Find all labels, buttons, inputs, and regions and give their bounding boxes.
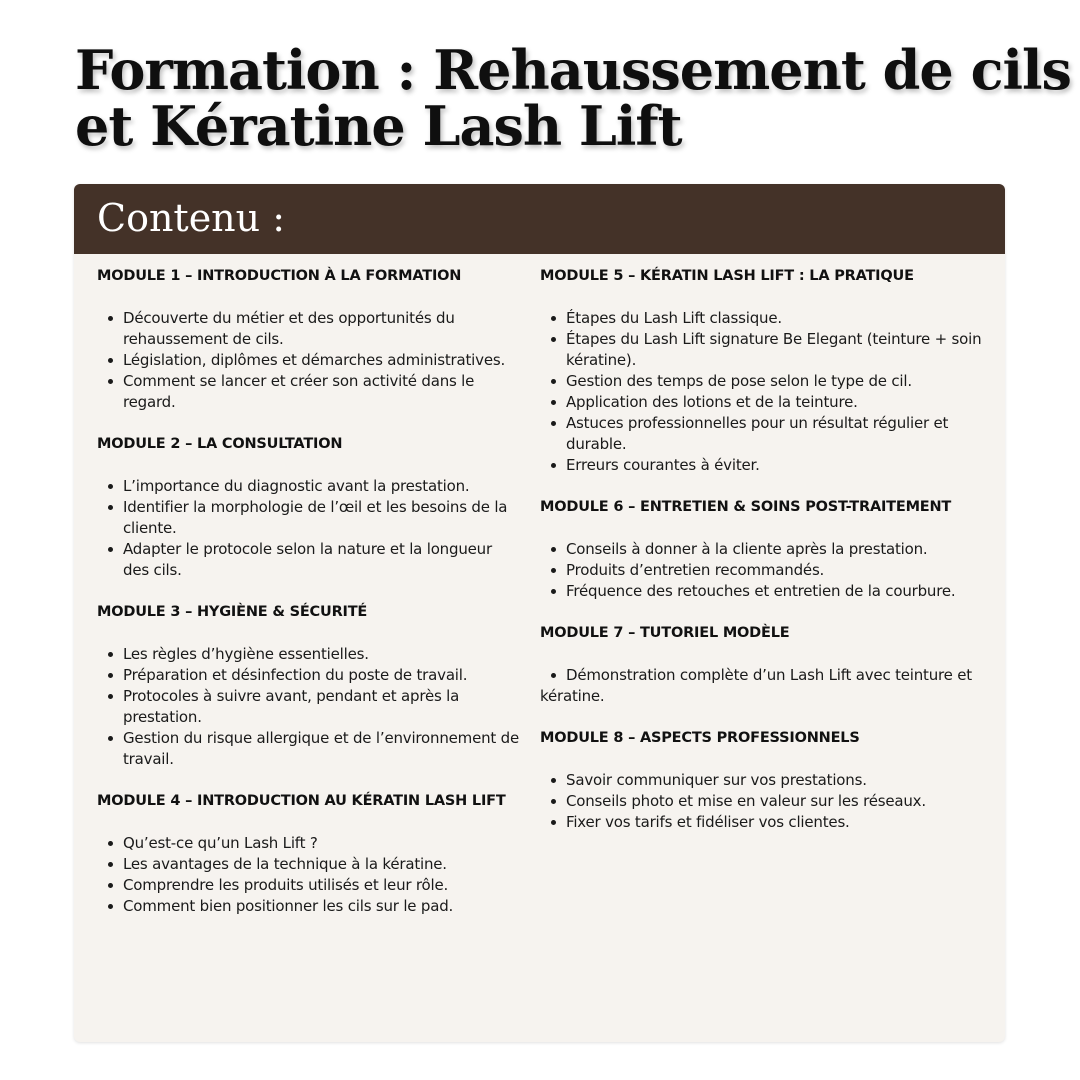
list-item: Qu’est-ce qu’un Lash Lift ? — [97, 833, 522, 854]
list-item: Savoir communiquer sur vos prestations. — [540, 770, 990, 791]
module-1 — [97, 266, 522, 413]
module-list — [97, 644, 522, 770]
list-item: Législation, diplômes et démarches administratives. — [97, 350, 522, 371]
list-item: Découverte du métier et des opportunités du rehaussement de cils. — [97, 308, 522, 350]
list-item: Astuces professionnelles pour un résultat régulier et durable. — [540, 413, 990, 455]
list-item: Comprendre les produits utilisés et leur rôle. — [97, 875, 522, 896]
module-list — [97, 308, 522, 413]
module-list — [540, 308, 990, 476]
list-item: Étapes du Lash Lift classique. — [540, 308, 990, 329]
list-item: Fixer vos tarifs et fidéliser vos clientes. — [540, 812, 990, 833]
content-header-title: Contenu : — [97, 196, 286, 240]
list-item: Fréquence des retouches et entretien de la courbure. — [540, 581, 990, 602]
module-8 — [540, 728, 990, 833]
module-title: MODULE 3 – HYGIÈNE & SÉCURITÉ — [97, 604, 368, 620]
list-item: Comment se lancer et créer son activité dans le regard. — [97, 371, 522, 413]
module-title: MODULE 7 – TUTORIEL MODÈLE — [540, 625, 790, 641]
module-5 — [540, 266, 990, 476]
module-title: MODULE 2 – LA CONSULTATION — [97, 436, 343, 452]
list-item: Gestion du risque allergique et de l’environnement de travail. — [97, 728, 522, 770]
list-item: Adapter le protocole selon la nature et la longueur des cils. — [97, 539, 522, 581]
module-title: MODULE 5 – KÉRATIN LASH LIFT : LA PRATIQUE — [540, 268, 914, 284]
module-title: MODULE 4 – INTRODUCTION AU KÉRATIN LASH LIFT — [97, 793, 506, 809]
content-card — [74, 184, 1005, 1042]
list-item: Comment bien positionner les cils sur le pad. — [97, 896, 522, 917]
module-6 — [540, 497, 990, 602]
content-header — [74, 184, 1005, 254]
page-title-line-2: et Kératine Lash Lift — [75, 94, 682, 158]
list-item: Identifier la morphologie de l’œil et les besoins de la cliente. — [97, 497, 522, 539]
list-item: Application des lotions et de la teinture. — [540, 392, 990, 413]
list-item: Les règles d’hygiène essentielles. — [97, 644, 522, 665]
module-title: MODULE 1 – INTRODUCTION À LA FORMATION — [97, 268, 462, 284]
right-column — [540, 266, 990, 854]
list-item: Produits d’entretien recommandés. — [540, 560, 990, 581]
left-column — [97, 266, 522, 938]
module-title: MODULE 6 – ENTRETIEN & SOINS POST-TRAITEMENT — [540, 499, 952, 515]
module-list — [540, 770, 990, 833]
module-title: MODULE 8 – ASPECTS PROFESSIONNELS — [540, 730, 860, 746]
page-title-line-1: Formation : Rehaussement de cils — [75, 38, 1071, 102]
list-item: Conseils photo et mise en valeur sur les réseaux. — [540, 791, 990, 812]
list-item: Étapes du Lash Lift signature Be Elegant (teinture + soin kératine). — [540, 329, 990, 371]
module-list — [97, 476, 522, 581]
list-item: Conseils à donner à la cliente après la prestation. — [540, 539, 990, 560]
list-item: Gestion des temps de pose selon le type de cil. — [540, 371, 990, 392]
module-list — [97, 833, 522, 917]
list-item: Préparation et désinfection du poste de travail. — [97, 665, 522, 686]
module-3 — [97, 602, 522, 770]
list-item: Protocoles à suivre avant, pendant et après la prestation. — [97, 686, 522, 728]
module-list — [540, 539, 990, 602]
module-7 — [540, 623, 990, 707]
page-title — [75, 38, 1071, 158]
list-item: Erreurs courantes à éviter. — [540, 455, 990, 476]
module-2 — [97, 434, 522, 581]
module-list — [540, 665, 990, 707]
module-4 — [97, 791, 522, 917]
list-item: Les avantages de la technique à la kératine. — [97, 854, 522, 875]
list-item: L’importance du diagnostic avant la prestation. — [97, 476, 522, 497]
list-item: Démonstration complète d’un Lash Lift avec teinture et kératine. — [540, 665, 990, 707]
